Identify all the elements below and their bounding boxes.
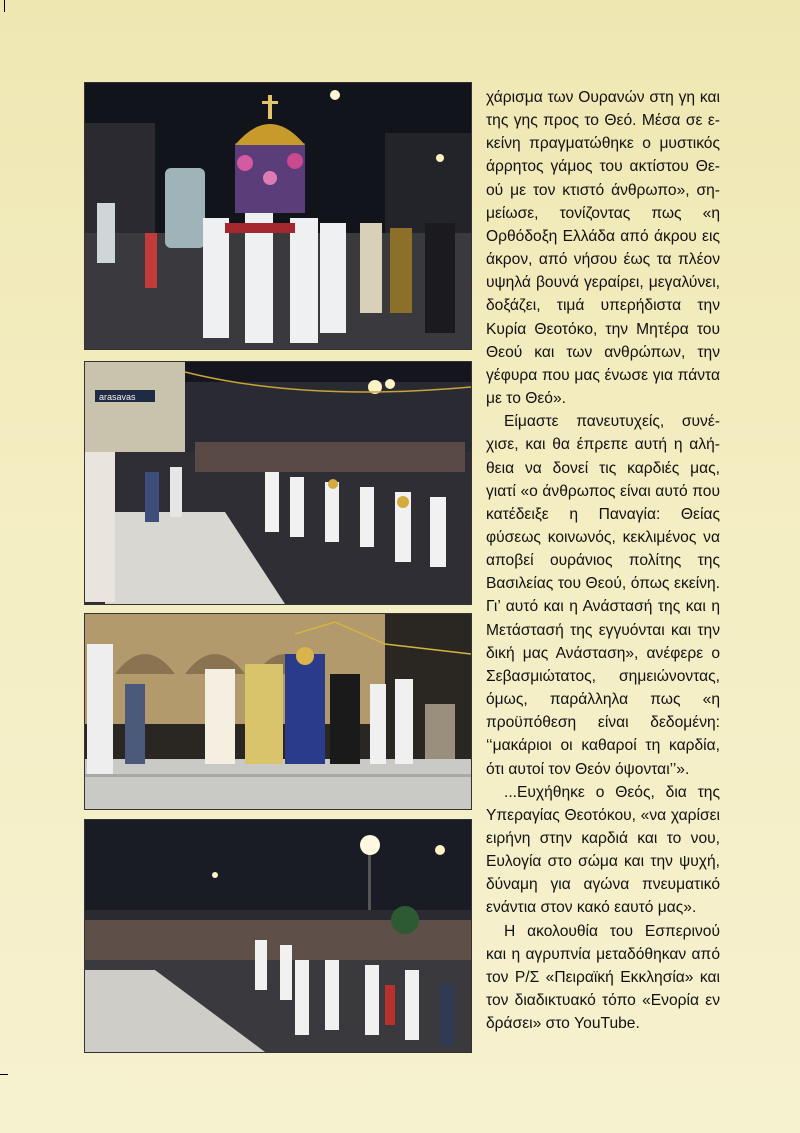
article-paragraph: χάρισμα των Ουρανών στη γη και της γης προς το Θεό. Μέσα σε εκείνη πραγματώθηκε ο μυστικός άρρητος γάμος του ακτίστου Θεού με τον κτιστό άνθρωπο», σημείωσε, τονίζοντας πως «η Ορθόδοξη Ελλάδα από άκρου εις άκρον, από νήσου έως τα πλέον υψηλά βουνά γεραίρει, μεγαλύνει, δοξάζει, τιμά υπερήδιστα την Κυρία Θεοτόκο, την Μητέρα του Θεού και των ανθρώπων, την γέφυρα που μας ένωσε για πάντα με το Θεό». [486, 89, 720, 408]
crop-mark-top [4, 0, 5, 12]
article-paragraph: Η ακολουθία του Εσπερινού και η αγρυπνία μεταδόθηκαν από τον Ρ/Σ «Πειραϊκή Εκκλησία» και τον διαδικτυακό τόπο «Ενορία εν δράσει» στο YouTube. [486, 922, 720, 1033]
article-paragraph: Είμαστε πανευτυχείς, συνέχισε, και θα έπρεπε αυτή η αλήθεια να δονεί τις καρδιές μας, γιατί «ο άνθρωπος είναι αυτό που κατέδειξε η Παναγία: Θείας φύσεως κοινωνός, κεκλιμένος να αποβεί ουράνιος πολίτης της Βασιλείας του Θεού, όπως εκείνη. Γι’ αυτό και η Ανάστασή της και η Μετάστασή της εγγυόνται και την δική μας Ανάσταση», ανέφερε ο Σεβασμιώτατος, σημειώνοντας, όμως, παράλληλα πως «η προϋπόθεση είναι δεδομένη: ‘‘μακάριοι οι καθαροί τη καρδία, ότι αυτοί τον Θεόν όψονται’’». [486, 413, 720, 778]
photo-procession-epitaph [84, 82, 472, 350]
photo-marching-band [84, 361, 472, 605]
photo-night-square [84, 819, 472, 1053]
photo-shop-sign: arasavas [99, 392, 136, 402]
crop-mark-bottom [0, 1074, 8, 1075]
photo-clergy-steps [84, 613, 472, 810]
article-text-column [486, 86, 720, 1035]
article-paragraph: ...Ευχήθηκε ο Θεός, δια της Υπεραγίας Θεοτόκου, «να χαρίσει ειρήνη στην καρδιά και το νου, Ευλογία στο σώμα και την ψυχή, δύναμη για αγώνα πνευματικό ενάντια στον κακό εαυτό μας». [486, 783, 720, 917]
